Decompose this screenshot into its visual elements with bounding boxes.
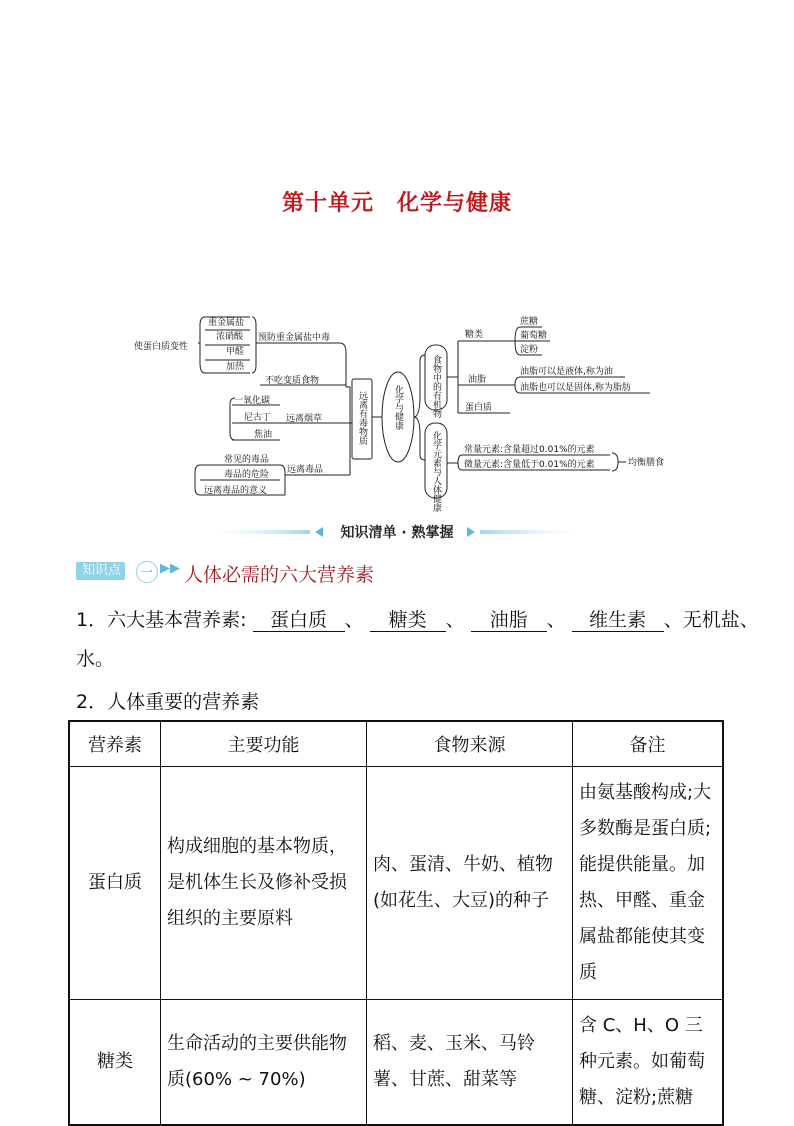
table-cell: 由氨基酸构成;大多数酶是蛋白质;能提供能量。加热、甲醛、重金属盐都能使其变质 — [573, 767, 724, 1000]
item-2: 2．人体重要的营养素 — [76, 691, 260, 713]
table-cell: 蛋白质 — [69, 767, 161, 1000]
map-item: 葡萄糖 — [520, 331, 548, 341]
table-row — [69, 1000, 723, 1126]
nutrient-table — [68, 720, 724, 1126]
knowledge-point-tag: 知识点 — [76, 562, 125, 580]
map-item: 油脂可以是液体,称为油 — [520, 367, 613, 377]
map-item: 蔗糖 — [520, 317, 539, 327]
map-fat: 油脂 — [468, 375, 487, 385]
item-1-continued: 水。 — [76, 648, 115, 670]
item-1-suffix: 、无机盐、 — [663, 609, 759, 631]
table-header-row — [69, 721, 723, 767]
double-arrow-icon: ▶▶ — [160, 561, 180, 576]
answer-blank: 油脂 — [471, 609, 547, 632]
map-item: 加热 — [226, 362, 245, 372]
table-cell: 稻、麦、玉米、马铃薯、甘蔗、甜菜等 — [367, 1000, 573, 1126]
map-item: 常量元素:含量超过0.01%的元素 — [464, 445, 595, 455]
table-cell: 含 C、H、O 三种元素。如葡萄糖、淀粉;蔗糖 — [573, 1000, 724, 1126]
map-item: 尼古丁 — [244, 413, 272, 423]
map-center-left: 远离有毒物质 — [357, 391, 367, 445]
table-row — [69, 767, 723, 1000]
concept-map — [120, 305, 665, 512]
table-header: 营养素 — [69, 721, 161, 767]
map-item: 浓硝酸 — [216, 332, 244, 342]
table-cell: 生命活动的主要供能物质(60% ~ 70%) — [161, 1000, 367, 1126]
map-branch: 远离毒品 — [287, 465, 324, 475]
table-header: 食物来源 — [367, 721, 573, 767]
map-item: 淀粉 — [520, 345, 539, 355]
table-cell: 构成细胞的基本物质，是机体生长及修补受损组织的主要原料 — [161, 767, 367, 1000]
item-1: 1．六大基本营养素: 蛋白质 、 糖类 、 油脂 、 维生素 、无机盐、 — [76, 609, 759, 631]
map-item: 远离毒品的意义 — [204, 486, 268, 496]
knowledge-point-title: 人体必需的六大营养素 — [184, 564, 375, 586]
map-item: 一氧化碳 — [234, 396, 271, 406]
map-sugar: 糖类 — [465, 330, 484, 340]
answer-blank: 蛋白质 — [253, 609, 345, 632]
map-item: 毒品的危险 — [224, 470, 270, 480]
map-item: 重金属盐 — [208, 318, 245, 328]
table-header: 主要功能 — [161, 721, 367, 767]
map-item: 油脂也可以是固体,称为脂肪 — [520, 383, 631, 393]
map-item: 焦油 — [254, 430, 273, 440]
map-item: 常见的毒品 — [224, 455, 270, 465]
map-node-elements: 化学元素与人体健康 — [431, 431, 441, 512]
map-protein: 蛋白质 — [465, 403, 493, 413]
table-header: 备注 — [573, 721, 724, 767]
map-root-protein-denature: 使蛋白质变性 — [134, 342, 189, 352]
answer-blank: 糖类 — [370, 609, 446, 632]
map-center: 化学与健康 — [393, 385, 403, 430]
knowledge-point-number: 一 — [136, 561, 158, 583]
map-branch: 预防重金属盐中毒 — [258, 333, 331, 343]
map-item: 甲醛 — [226, 347, 245, 357]
table-cell: 肉、蛋清、牛奶、植物(如花生、大豆)的种子 — [367, 767, 573, 1000]
banner-text: 知识清单 · 熟掌握 — [340, 525, 454, 541]
item-1-prefix: 1．六大基本营养素: — [76, 609, 247, 631]
map-result: 均衡膳食 — [628, 458, 665, 468]
map-node-food: 食物中的有机物 — [431, 355, 441, 418]
answer-blank: 维生素 — [572, 609, 664, 632]
map-branch: 远离烟草 — [286, 414, 323, 424]
map-item: 微量元素:含量低于0.01%的元素 — [464, 460, 595, 470]
map-item: 不吃变质食物 — [265, 376, 320, 386]
page-title: 第十单元 化学与健康 — [281, 191, 512, 216]
table-cell: 糖类 — [69, 1000, 161, 1126]
